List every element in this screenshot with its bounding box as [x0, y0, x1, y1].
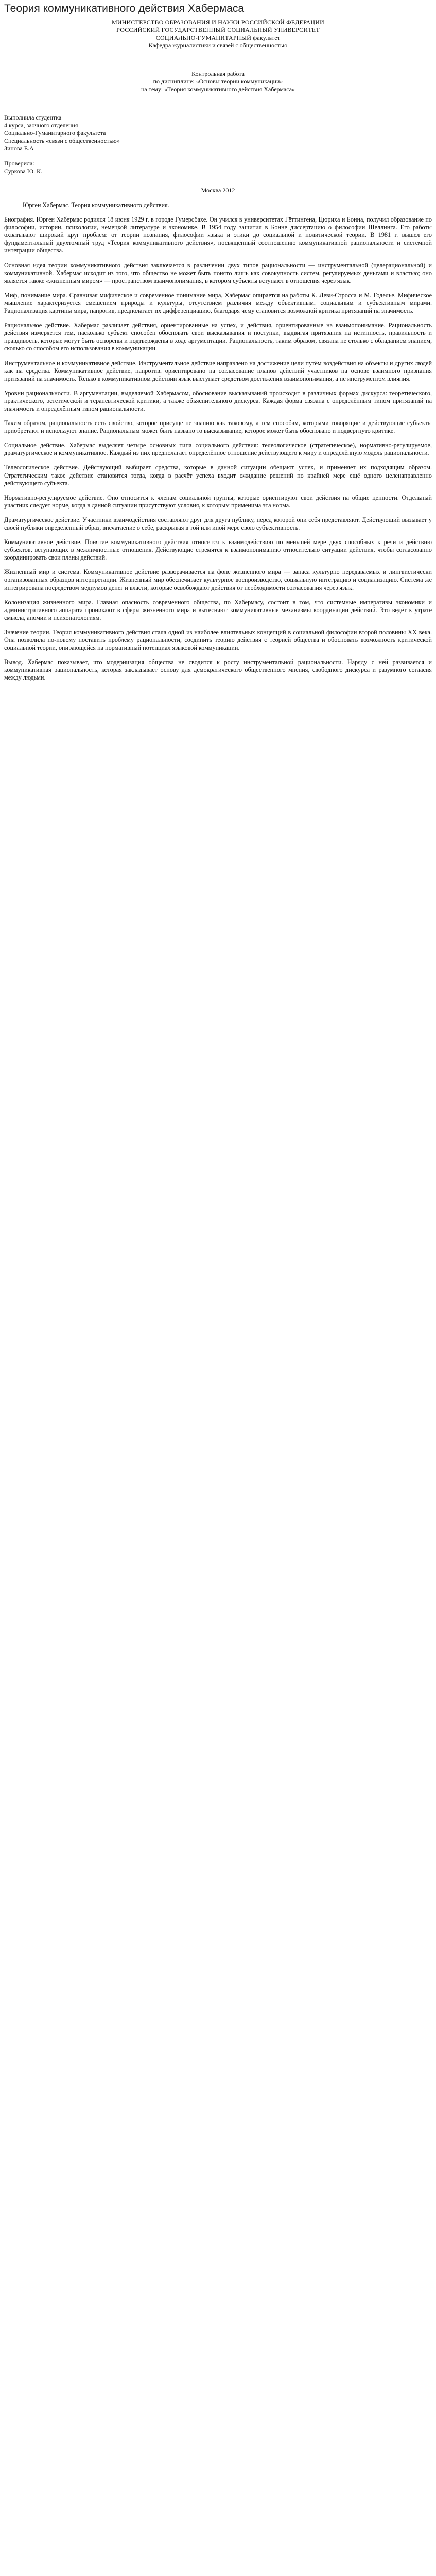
work-topic: на тему: «Теория коммуникативного действия Хабермаса»	[141, 86, 295, 93]
performer-line: Социально-Гуманитарного факультета	[4, 129, 106, 137]
performer-block	[4, 114, 432, 152]
page-title: Теория коммуникативного действия Хабермаса	[4, 3, 245, 14]
city-year: Москва 2012	[201, 187, 235, 194]
body-paragraph: Нормативно-регулируемое действие. Оно относится к членам социальной группы, которые ориентируют свои действия на общие ценности. Отдельный участник следует норме, когда в данной ситуации присутствуют условия, к которым применима эта норма.	[4, 494, 432, 509]
body-paragraph: Жизненный мир и система. Коммуникативное действие разворачивается на фоне жизненного мира — запаса культурно передаваемых и лингвистически организованных образцов интерпретации. Жизненный мир обеспечивает культурное воспроизводство, социальную интеграцию и социализацию. Система же интегрирована посредством медиумов денег и власти, которые освобождают действия от необходимости согласования через язык.	[4, 568, 432, 591]
performer-line: 4 курса, заочного отделения	[4, 122, 78, 129]
body-paragraph: Инструментальное и коммуникативное действие. Инструментальное действие направлено на достижение цели путём воздействия на объекты и других людей как на средства. Коммуникативное действие, напротив, ориентировано на согласование планов действий участников на основе взаимного признания притязаний на значимость. Только в коммуникативном действии язык выступает средством достижения взаимопонимания, а не инструментом влияния.	[4, 359, 432, 382]
header-line-3: СОЦИАЛЬНО-ГУМАНИТАРНЫЙ факультет	[155, 34, 281, 41]
body-paragraph: Колонизация жизненного мира. Главная опасность современного общества, по Хабермасу, состоит в том, что системные императивы экономики и административного аппарата проникают в сферы жизненного мира и вытесняют коммуникативные механизмы координации действий. Это ведёт к утрате смысла, аномии и психопатологиям.	[4, 598, 432, 621]
body-paragraph: Телеологическое действие. Действующий выбирает средства, которые в данной ситуации обещают успех, и применяет их подходящим образом. Стратегическим такое действие становится тогда, когда в расчёт успеха входит ожидание решений по крайней мере ещё одного целенаправленно действующего субъекта.	[4, 464, 432, 487]
document-sheet	[4, 18, 432, 682]
body-paragraph: Рациональное действие. Хабермас различает действия, ориентированные на успех, и действия, ориентированные на взаимопонимание. Рациональность действия измеряется тем, насколько субъект способен обосновать свои высказывания и поступки, выдвигая притязания на истинность, правильность и правдивость, которые могут быть оспорены и подтверждены в ходе аргументации. Рациональность, таким образом, связана не столько с обладанием знанием, сколько со способом его использования в коммуникации.	[4, 321, 432, 352]
body-paragraph: Коммуникативное действие. Понятие коммуникативного действия относится к взаимодействию по меньшей мере двух способных к речи и действию субъектов, вступающих в межличностные отношения. Действующие стремятся к взаимопониманию относительно ситуации действия, чтобы согласованно координировать свои планы действий.	[4, 538, 432, 562]
performer-line: Выполнила студентка	[4, 114, 62, 121]
body-paragraph: Вывод. Хабермас показывает, что модернизация общества не сводится к росту инструментальной рациональности. Наряду с ней развивается и коммуникативная рациональность, которая закладывает основу для демократического общественного мнения, свободного дискурса и разумного согласия между людьми.	[4, 658, 432, 682]
body-paragraph: Драматургическое действие. Участники взаимодействия составляют друг для друга публику, перед которой они себя представляют. Действующий вызывает у своей публики определённый образ, впечатление о себе, раскрывая в той или иной мере свою субъективность.	[4, 516, 432, 531]
document-body	[4, 201, 432, 682]
header-line-1: МИНИСТЕРСТВО ОБРАЗОВАНИЯ И НАУКИ РОССИЙСКОЙ ФЕДЕРАЦИИ	[112, 19, 324, 26]
work-type: Контрольная работа	[191, 70, 245, 77]
header-line-4: Кафедра журналистики и связей с общественностью	[148, 42, 288, 49]
body-paragraph: Биография. Юрген Хабермас родился 18 июня 1929 г. в городе Гумерсбахе. Он учился в университетах Гёттингена, Цюриха и Бонна, получил образование по философии, истории, психологии, немецкой литературе и экономике. В 1954 году защитил в Бонне диссертацию о философии Шеллинга. Его работы охватывают широкий круг проблем: от теории познания, философии языка и этики до социальной и политической теории. В 1981 г. вышел его фундаментальный двухтомный труд «Теория коммуникативного действия», посвящённый соотношению коммуникативной рациональности и системной интеграции общества.	[4, 216, 432, 255]
body-paragraph: Социальное действие. Хабермас выделяет четыре основных типа социального действия: телеологическое (стратегическое), нормативно-регулируемое, драматургическое и коммуникативное. Каждый из них предполагает определённое отношение действующего к миру и определённую модель рациональности.	[4, 442, 432, 457]
body-paragraph: Таким образом, рациональность есть свойство, которое присуще не знанию как таковому, а тем способам, которыми говорящие и действующие субъекты приобретают и используют знание. Рациональным может быть названо то высказывание, которое может быть обосновано и подвергнуто критике.	[4, 419, 432, 435]
body-paragraph: Миф, понимание мира. Сравнивая мифическое и современное понимание мира, Хабермас опирается на работы К. Леви-Стросса и М. Годелье. Мифическое мышление характеризуется смешением природы и культуры, отсутствием различия между объективным, социальным и субъективным мирами. Рационализация картины мира, напротив, предполагает их дифференциацию, благодаря чему становится возможной критика притязаний на значимость.	[4, 291, 432, 315]
body-paragraph: Основная идея теории коммуникативного действия заключается в различении двух типов рациональности — инструментальной (целерациональной) и коммуникативной. Хабермас исходит из того, что общество не может быть понято лишь как совокупность систем, регулируемых деньгами и властью; оно является также «жизненным миром» — пространством взаимопонимания, в котором субъекты вступают в отношения через язык.	[4, 261, 432, 284]
page	[0, 0, 436, 695]
section-heading: Юрген Хабермас. Теория коммуникативного действия.	[23, 201, 169, 209]
performer-line: Специальность «связи с общественностью»	[4, 137, 120, 144]
checker-block	[4, 160, 432, 175]
checker-line: Суркова Ю. К.	[4, 167, 43, 175]
checker-line: Проверила:	[4, 160, 34, 167]
body-paragraph: Значение теории. Теория коммуникативного действия стала одной из наиболее влиятельных концепций в социальной философии второй половины XX века. Она позволила по-новому поставить проблему рациональности, соединить теорию действия с теорией общества и обосновать возможность критической социальной теории, опирающейся на нормативный потенциал языковой коммуникации.	[4, 628, 432, 652]
header-line-2: РОССИЙСКИЙ ГОСУДАРСТВЕННЫЙ СОЦИАЛЬНЫЙ УНИВЕРСИТЕТ	[116, 26, 320, 33]
body-paragraph: Уровни рациональности. В аргументации, выделяемой Хабермасом, обоснование высказываний происходит в различных формах дискурса: теоретического, практического, эстетической и терапевтической критики, а также объяснительного дискурса. Каждая форма связана с определённым типом притязаний на значимость и определённым типом рациональности.	[4, 389, 432, 412]
work-subject: по дисциплине: «Основы теории коммуникации»	[153, 78, 283, 85]
performer-line: Зинова Е.А	[4, 145, 34, 152]
